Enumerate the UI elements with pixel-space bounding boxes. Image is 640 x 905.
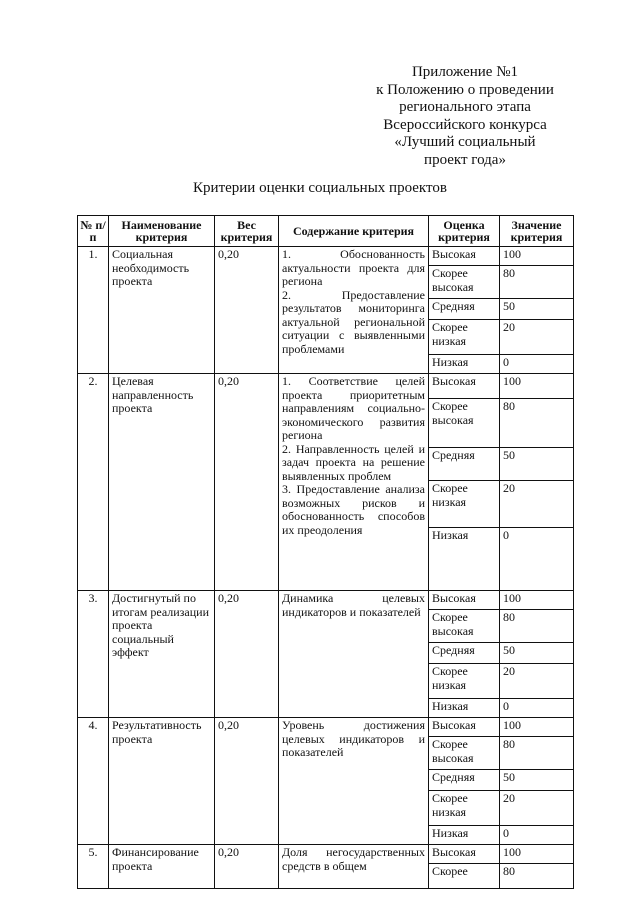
grade-value: 20 <box>500 791 574 826</box>
criterion-content: Уровень достижения целевых индикаторов и показателей <box>279 718 429 845</box>
grade-label: Средняя <box>429 643 500 664</box>
header-content: Содержание критерия <box>279 216 429 247</box>
grade-label: Низкая <box>429 699 500 718</box>
grade-value: 80 <box>500 399 574 448</box>
table-row <box>78 591 574 610</box>
criterion-number: 1. <box>78 247 109 374</box>
grade-value: 20 <box>500 481 574 528</box>
criterion-name: Социальная необходимость проекта <box>109 247 215 374</box>
grade-label: Низкая <box>429 528 500 591</box>
header-name: Наименование критерия <box>109 216 215 247</box>
grade-value: 80 <box>500 737 574 770</box>
grade-label: Скорее высокая <box>429 266 500 299</box>
grade-value: 80 <box>500 266 574 299</box>
criteria-table <box>77 215 574 889</box>
grade-label: Высокая <box>429 845 500 864</box>
grade-value: 50 <box>500 770 574 791</box>
grade-value: 100 <box>500 374 574 399</box>
grade-label: Высокая <box>429 718 500 737</box>
grade-label: Высокая <box>429 247 500 266</box>
table-header-row <box>78 216 574 247</box>
grade-value: 100 <box>500 591 574 610</box>
appendix-line: «Лучший социальный <box>394 134 536 150</box>
grade-label: Низкая <box>429 355 500 374</box>
table-row <box>78 374 574 399</box>
criterion-number: 4. <box>78 718 109 845</box>
header-value: Значение критерия <box>500 216 574 247</box>
criterion-number: 2. <box>78 374 109 591</box>
criterion-weight: 0,20 <box>215 374 279 591</box>
grade-label: Высокая <box>429 591 500 610</box>
grade-value: 100 <box>500 845 574 864</box>
criterion-weight: 0,20 <box>215 591 279 718</box>
grade-value: 80 <box>500 864 574 889</box>
criterion-name: Результативность проекта <box>109 718 215 845</box>
criterion-weight: 0,20 <box>215 718 279 845</box>
grade-label: Средняя <box>429 299 500 320</box>
grade-value: 80 <box>500 610 574 643</box>
grade-value: 0 <box>500 528 574 591</box>
grade-value: 50 <box>500 448 574 481</box>
grade-label: Скорее высокая <box>429 610 500 643</box>
grade-label: Высокая <box>429 374 500 399</box>
table-row <box>78 845 574 864</box>
grade-label: Скорее низкая <box>429 664 500 699</box>
criterion-content: 1. Обоснованность актуальности проекта для региона 2. Предоставление результатов мониторинга актуальной региональной ситуации с выявленными проблемами <box>279 247 429 374</box>
appendix-line: регионального этапа <box>399 99 531 115</box>
grade-label: Средняя <box>429 770 500 791</box>
grade-value: 100 <box>500 247 574 266</box>
grade-label: Скорее низкая <box>429 481 500 528</box>
grade-label: Скорее высокая <box>429 737 500 770</box>
criterion-content: Доля негосударственных средств в общем <box>279 845 429 889</box>
appendix-line: Приложение №1 <box>411 64 519 80</box>
criterion-weight: 0,20 <box>215 247 279 374</box>
grade-label: Низкая <box>429 826 500 845</box>
grade-value: 50 <box>500 643 574 664</box>
grade-value: 100 <box>500 718 574 737</box>
grade-label: Скорее <box>429 864 500 889</box>
grade-value: 20 <box>500 320 574 355</box>
appendix-line: Всероссийского конкурса <box>383 116 547 133</box>
header-num: № п/п <box>78 216 109 247</box>
grade-label: Скорее высокая <box>429 399 500 448</box>
grade-value: 0 <box>500 699 574 718</box>
grade-value: 50 <box>500 299 574 320</box>
appendix-line: к Положению о проведении <box>376 81 554 98</box>
criterion-name: Достигнутый по итогам реализации проекта социальный эффект <box>109 591 215 718</box>
grade-label: Средняя <box>429 448 500 481</box>
criterion-name: Целевая направленность проекта <box>109 374 215 591</box>
grade-label: Скорее низкая <box>429 791 500 826</box>
appendix-header <box>360 64 570 169</box>
table-row <box>78 247 574 266</box>
grade-label: Скорее низкая <box>429 320 500 355</box>
grade-value: 20 <box>500 664 574 699</box>
criterion-name: Финансирование проекта <box>109 845 215 889</box>
appendix-line: проект года» <box>424 151 506 168</box>
criterion-weight: 0,20 <box>215 845 279 889</box>
table-row <box>78 718 574 737</box>
criterion-number: 3. <box>78 591 109 718</box>
grade-value: 0 <box>500 826 574 845</box>
grade-value: 0 <box>500 355 574 374</box>
criterion-content: Динамика целевых индикаторов и показателей <box>279 591 429 718</box>
criterion-content: 1. Соответствие целей проекта приоритетным направлениям социально-экономического развития региона 2. Направленность целей и задач проекта на решение выявленных проблем 3. Предоставление анализа возможных рисков и обоснованность способов их преодоления <box>279 374 429 591</box>
criterion-number: 5. <box>78 845 109 889</box>
header-grade: Оценка критерия <box>429 216 500 247</box>
document-title: Критерии оценки социальных проектов <box>193 180 447 196</box>
header-weight: Вес критерия <box>215 216 279 247</box>
